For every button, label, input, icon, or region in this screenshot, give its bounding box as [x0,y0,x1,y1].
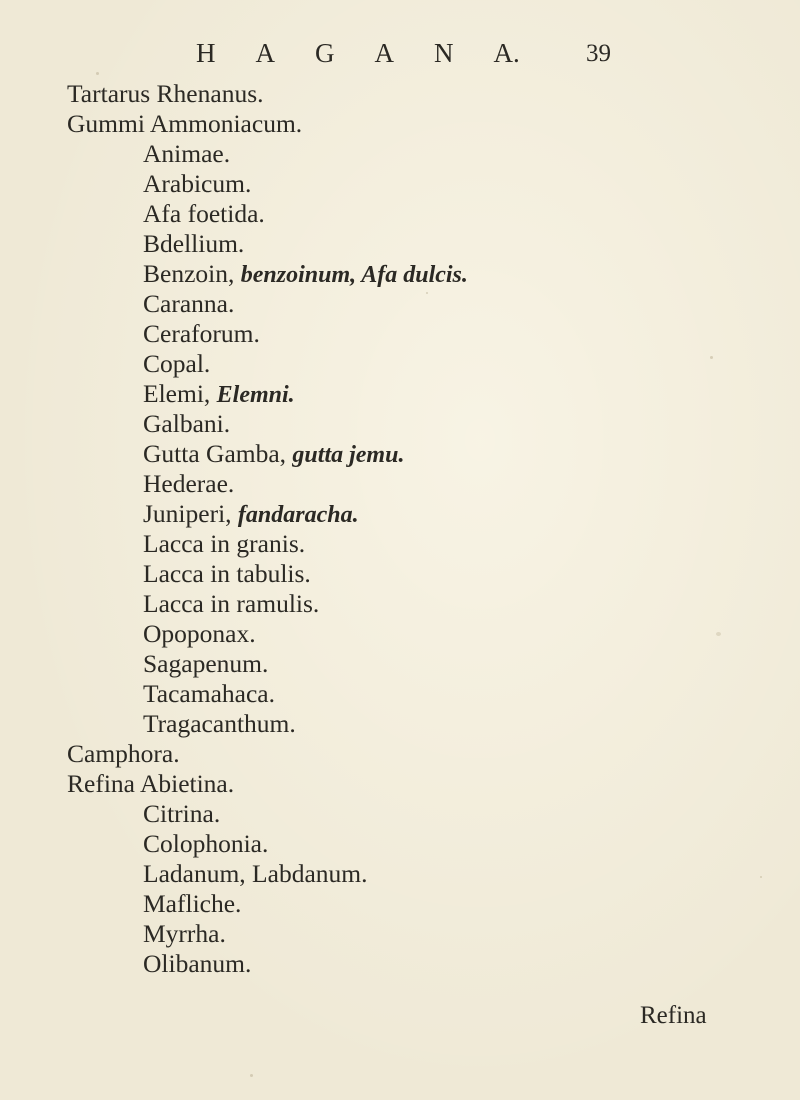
paper-speck [250,1074,253,1077]
entry-line [143,888,241,920]
entry-text: Tacamahaca. [143,679,275,708]
entry-line [143,708,296,740]
entry-text: Lacca in granis. [143,529,306,558]
entry-text: Lacca in tabulis. [143,559,311,588]
entry-text: Hederae. [143,469,235,498]
paper-speck [96,72,99,75]
entry-text: Benzoin, [143,259,235,288]
running-head-letter: N [434,38,454,68]
paper-speck [710,356,713,359]
entry-text: Opoponax. [143,619,256,648]
entry-text: Sagapenum. [143,649,269,678]
running-head-letter: H [196,38,216,68]
running-head-letter: A. [493,38,520,68]
entry-text: Bdellium. [143,229,245,258]
entry-text: Tartarus Rhenanus. [67,79,264,108]
running-head-letter: A [255,38,275,68]
entry-text: Gutta Gamba, [143,439,287,468]
entry-line [143,528,305,560]
entry-text: Mafliche. [143,889,242,918]
running-head-letter: G [315,38,335,68]
entry-text: Myrrha. [143,919,226,948]
entry-line [67,738,180,770]
entry-text: Caranna. [143,289,235,318]
entry-line [143,288,234,320]
paper-speck [716,632,721,636]
page-number: 39 [586,40,611,67]
entry-text: Citrina. [143,799,221,828]
entry-text: Animae. [143,139,231,168]
entry-line [143,618,256,650]
entry-line [67,78,264,110]
entry-alternate-name: gutta jemu. [292,442,405,468]
entry-line [143,378,295,411]
entry-line [143,438,404,471]
entry-line [143,918,226,950]
entry-alternate-name: benzoinum, Afa dulcis. [240,262,468,288]
entry-text: Lacca in ramulis. [143,589,320,618]
entry-line [143,948,251,980]
entry-line [143,138,230,170]
entry-line [67,108,302,140]
entry-text: Refina Abietina. [67,769,235,798]
entry-line [143,228,244,260]
entry-alternate-name: fandaracha. [237,502,359,528]
entry-line [143,318,260,350]
entry-line [143,468,234,500]
entry-line [143,588,319,620]
running-head-letter: A [374,38,394,68]
entry-text: Camphora. [67,739,180,768]
entry-text: Ladanum, Labdanum. [143,859,368,888]
entry-text: Olibanum. [143,949,252,978]
entry-line [143,348,210,380]
catchword: Refina [640,1002,707,1029]
entry-line [143,498,359,531]
entry-text: Copal. [143,349,211,378]
entry-text: Tragacanthum. [143,709,296,738]
entry-text: Colophonia. [143,829,269,858]
entry-text: Ceraforum. [143,319,260,348]
entry-line [143,858,367,890]
entry-line [143,408,230,440]
entry-text: Arabicum. [143,169,252,198]
entry-line [143,798,220,830]
entry-text: Gummi Ammoniacum. [67,109,303,138]
entry-line [143,558,311,590]
entry-text: Juniperi, [143,499,232,528]
entry-line [143,648,268,680]
entry-line [143,678,275,710]
entry-text: Afa foetida. [143,199,265,228]
entry-line [143,168,251,200]
entry-line [143,828,268,860]
paper-speck [760,876,762,878]
entry-line [143,258,468,291]
entry-text: Galbani. [143,409,231,438]
entry-line [67,768,234,800]
running-head [196,36,520,70]
entry-alternate-name: Elemni. [216,382,295,408]
entry-text: Elemi, [143,379,211,408]
entry-line [143,198,265,230]
paper-speck [426,292,428,294]
